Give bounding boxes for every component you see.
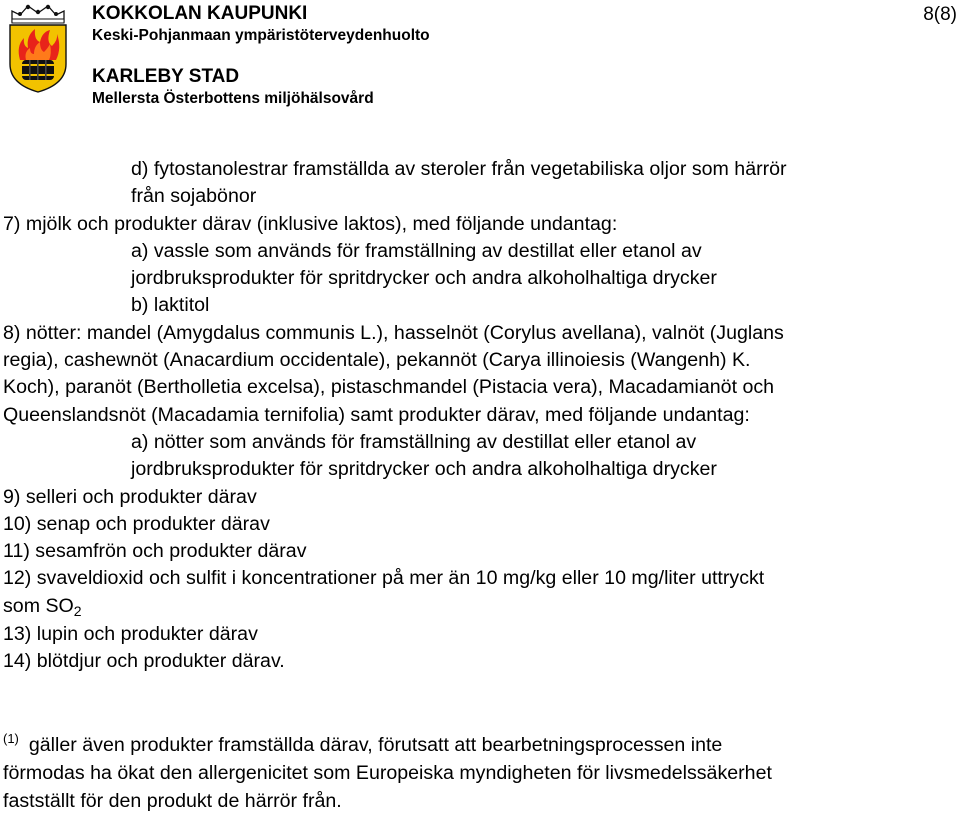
footnote (3, 732, 958, 815)
city-name-sv: KARLEBY STAD (92, 66, 240, 87)
footnote-line: fastställt för den produkt de härrör från. (3, 789, 342, 812)
list-item-14: 14) blötdjur och produkter därav. (3, 650, 285, 673)
footnote-marker: (1) (3, 731, 19, 746)
text-line: d) fytostanolestrar framställda av steroler från vegetabiliska oljor som härrör (131, 158, 787, 180)
text-line: a) vassle som används för framställning av destillat eller etanol av (131, 239, 702, 262)
text-line: b) laktitol (131, 294, 210, 317)
allergen-list (3, 156, 958, 676)
so2-label: som SO (3, 594, 74, 617)
kokkola-coat-of-arms-icon (4, 2, 72, 94)
footnote-text: gäller även produkter framställda därav, förutsatt att bearbetningsprocessen inte (28, 734, 723, 756)
department-name-sv: Mellersta Österbottens miljöhälsovård (92, 90, 374, 107)
text-line: Queenslandsnöt (Macadamia ternifolia) samt produkter därav, med följande undantag: (3, 403, 750, 426)
department-name-fi: Keski-Pohjanmaan ympäristöterveydenhuolto (92, 27, 430, 44)
footnote-line: förmodas ha ökat den allergenicitet som Europeiska myndigheten för livsmedelssäkerhet (3, 762, 772, 785)
text-line: från sojabönor (131, 185, 257, 208)
text-line: jordbruksprodukter för spritdrycker och andra alkoholhaltiga drycker (131, 267, 717, 290)
city-name-fi: KOKKOLAN KAUPUNKI (92, 3, 308, 24)
text-line: a) nötter som används för framställning av destillat eller etanol av (131, 430, 697, 453)
list-item-11: 11) sesamfrön och produkter därav (3, 540, 307, 563)
text-line: jordbruksprodukter för spritdrycker och andra alkoholhaltiga drycker (131, 458, 717, 481)
text-line (3, 593, 958, 621)
list-item-10: 10) senap och produkter därav (3, 512, 270, 535)
list-item-9: 9) selleri och produkter därav (3, 485, 257, 508)
text-line: Koch), paranöt (Bertholletia excelsa), pistaschmandel (Pistacia vera), Macadamianöt och (3, 376, 775, 399)
list-item-13: 13) lupin och produkter därav (3, 623, 258, 646)
page-number: 8(8) (923, 4, 957, 25)
footnote-line (3, 732, 958, 760)
list-item-12: 12) svaveldioxid och sulfit i koncentrationer på mer än 10 mg/kg eller 10 mg/liter uttryckt (3, 567, 765, 590)
list-item-7: 7) mjölk och produkter därav (inklusive laktos), med följande undantag: (3, 212, 618, 235)
text-line: regia), cashewnöt (Anacardium occidentale), pekannöt (Carya illinoiesis (Wangenh) K. (3, 349, 751, 372)
list-item-8: 8) nötter: mandel (Amygdalus communis L.), hasselnöt (Corylus avellana), valnöt (Juglans (3, 321, 784, 344)
subscript-2: 2 (73, 602, 82, 619)
